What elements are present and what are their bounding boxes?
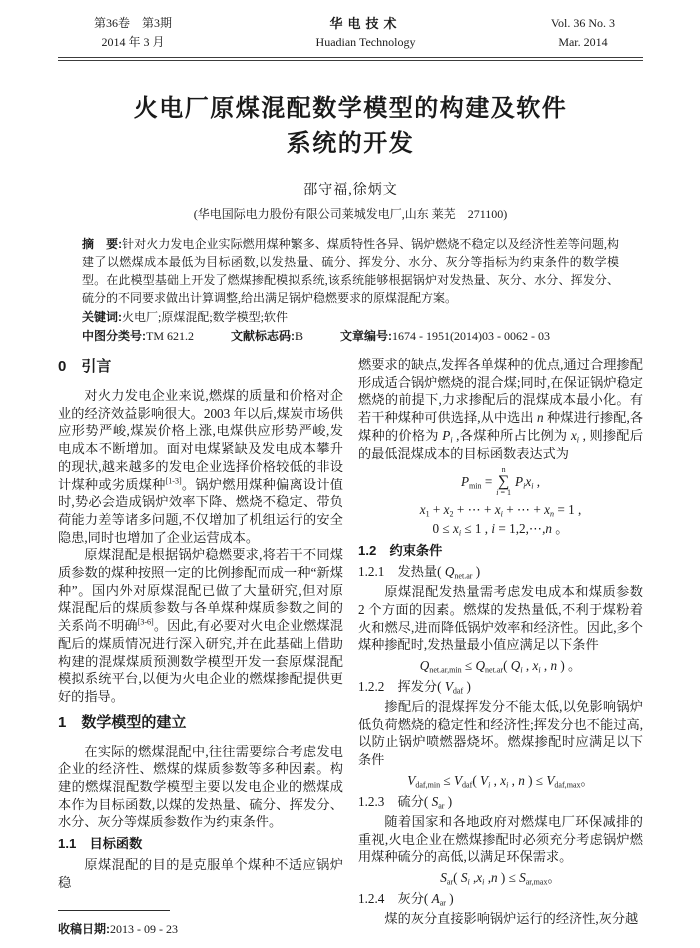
footnote-divider (58, 910, 170, 911)
section-1-2-1-heading: 1.2.1 发热量( $Q_{net.ar}$ ) (358, 564, 481, 581)
section-1-2-3-heading: 1.2.3 硫分( $S_{ar}$ ) (358, 793, 453, 811)
heating-value-paragraph: 原煤混配发热量需考虑发电成本和煤质参数 2 个方面的因素。燃煤的发热量低,不利于煤粉着火和燃尽,进而降低锅炉效率和经济性。因此,多个煤种掺配时,发热量最小值应满足以下条件 (358, 584, 643, 653)
authors: 邵守福,徐炳文 (303, 183, 398, 198)
formula-pmin-rhs: $P_ix_i$ , (515, 474, 541, 491)
objective-function-formula (358, 466, 643, 538)
heating-value-formula: $Q_{net.ar,min} \le Q_{net.ar}$( $Q_i$ , $x_i$ , n ) 。 (419, 658, 582, 675)
abstract-label: 摘 要: (82, 237, 123, 251)
ash-paragraph: 煤的灰分直接影响锅炉运行的经济性,灰分越 (384, 910, 639, 926)
issue-date-en: Mar. 2014 (558, 35, 608, 49)
formula-pmin (358, 466, 643, 497)
footnote (58, 910, 343, 939)
volatile-matter-paragraph: 掺配后的混煤挥发分不能太低,以免影响锅炉低负荷燃烧的稳定性和经济性;挥发分也不能过高,以防止锅炉喷燃器烧坏。燃煤掺配时应满足以下条件 (358, 699, 643, 768)
formula-sum-constraint: $x_1 + x_2$ + ⋯ + $x_i$ + ⋯ + $x_n = 1$ , (419, 502, 582, 519)
body-columns (58, 356, 643, 938)
volume-number-en: Vol. 36 No. 3 (550, 16, 616, 30)
abstract-text: 针对火力发电企业实际燃用煤种繁多、煤质特性各异、锅炉燃烧不稳定以及经济性差等问题,构建了以燃煤成本最低为目标函数,以发热量、硫分、挥发分、水分、灰分等指标为约束条件的数学模型。在此模型基础上开发了燃煤掺配模拟系统,该系统能够根据锅炉对发热量、灰分、水分、挥发分、硫分的不同要求做出计算调整,给出满足锅炉稳燃要求的原煤混配方案。 (82, 237, 619, 305)
journal-header (58, 14, 643, 52)
affiliation: (华电国际电力股份有限公司莱城发电厂,山东 莱芜 271100) (193, 207, 508, 221)
journal-name (316, 14, 416, 52)
right-column (358, 356, 643, 938)
clc-number: 中图分类号:TM 621.2 (82, 329, 194, 343)
journal-name-cn: 华电技术 (329, 16, 402, 31)
issue-info (58, 14, 208, 52)
section-1-1-paragraph: 原煤混配的目的是克服单个煤种不适应锅炉稳 (58, 857, 343, 890)
sulfur-paragraph: 随着国家和各地政府对燃煤电厂环保减排的重视,火电企业在燃煤掺配时必须充分考虑锅炉燃用煤种硫分的高低,以满足环保需求。 (358, 813, 643, 865)
section-1-2-2-heading: 1.2.2 挥发分( $V_{daf}$ ) (358, 679, 471, 696)
formula-range-constraint: $0 \le x_i \le 1$ , i = 1,2,⋯,n 。 (432, 521, 569, 538)
section-1-2-heading: 1.2 约束条件 (358, 543, 443, 559)
keywords-text: 火电厂;原煤混配;数学模型;软件 (122, 310, 289, 324)
paper-title-line1: 火电厂原煤混配数学模型的构建及软件 (133, 95, 568, 122)
left-column (58, 356, 343, 938)
summation-symbol (496, 466, 511, 497)
keywords (82, 308, 619, 326)
formula-pmin-lhs: $P_{min}$ = (460, 474, 493, 491)
intro-paragraph-1: 对火力发电企业来说,燃煤的质量和价格对企业的经济效益影响很大。2003 年以后,煤炭市场供应形势严峻,煤炭价格上涨,电煤供应形势严峻,发电成本不断增加。面对电煤紧缺及发电成本攀升的现状,越来越多的发电企业选择价格较低的非设计煤种或劣质煤种[1-3]。锅炉燃用煤种偏离设计值时,势必会造成锅炉效率下降、燃烧不稳定、带负荷能力差等诸多问题,不仅增加了机组运行的安全隐患,同时也增加了企业运营成本。 (58, 388, 343, 545)
article-meta (82, 327, 619, 345)
summation-upper-limit: n (501, 465, 506, 475)
intro-paragraph-2: 原煤混配是根据锅炉稳燃要求,将若干不同煤质参数的煤种按照一定的比例掺配而成一种“新煤种”。国内外对原煤混配已做了大量研究,但对原煤混配后的煤质参数与各单煤种煤质参数之间的关系尚不明确[3-6]。因此,有必要对火电企业燃煤混配后的煤质情况进行深入研究,并在此基础上借助构建的混煤煤质预测数学模型开发一套原煤混配模拟系统平台,以便为火电企业的燃煤掺配提供更好的指导。 (58, 547, 343, 704)
objective-paragraph-continued: 燃要求的缺点,发挥各单煤种的优点,通过合理掺配形成适合锅炉燃烧的混合煤;同时,在保证锅炉稳定燃烧的前提下,力求掺配后的混煤成本最小化。有若干种煤种可供选择,从中选出 n 种煤进行掺配,各煤种的价格为 $P_i$ ,各煤种所占比例为 $x_i$ , 则掺配后的最低混煤成本的目标函数表达式为 (358, 357, 644, 461)
section-1-paragraph: 在实际的燃煤混配中,往往需要综合考虑发电企业的经济性、燃煤的煤质参数等多种因素。构建的燃煤混配数学模型主要以发电企业的燃煤成本作为目标函数,以煤的发热量、硫分、挥发分、水分、灰分等煤质参数作为约束条件。 (58, 743, 343, 830)
sigma-icon: ∑ (497, 473, 510, 491)
section-1-heading: 1 数学模型的建立 (58, 713, 187, 731)
received-date (58, 921, 343, 939)
header-divider (58, 57, 643, 61)
received-date-value: 2013 - 09 - 23 (110, 921, 178, 936)
section-1-1-heading: 1.1 目标函数 (58, 836, 143, 852)
paper-title (58, 91, 643, 161)
abstract (82, 235, 619, 307)
received-date-label: 收稿日期: (58, 921, 110, 936)
volume-info-en (523, 14, 643, 52)
section-1-2-4-heading: 1.2.4 灰分( $A_{ar}$ ) (358, 890, 454, 908)
document-code: 文献标志码:B (231, 329, 304, 343)
keywords-label: 关键词: (82, 310, 122, 324)
paper-title-line2: 系统的开发 (286, 130, 415, 157)
summation-lower-limit: i = 1 (496, 488, 512, 498)
sulfur-formula: $S_{ar}$( $S_i$ $,x_i$ ,n ) ≤ $S_{ar,max}$。 (440, 869, 561, 887)
volatile-matter-formula: $V_{daf,min} \le V_{daf}$( $V_i$ , $x_i$ , n ) ≤ $V_{daf,max}$。 (407, 772, 594, 790)
issue-date: 2014 年 3 月 (101, 35, 165, 49)
section-0-heading: 0 引言 (58, 358, 112, 375)
journal-name-en: Huadian Technology (315, 35, 416, 49)
article-id: 文章编号:1674 - 1951(2014)03 - 0062 - 03 (340, 329, 550, 343)
volume-issue: 第36卷 第3期 (93, 16, 172, 30)
